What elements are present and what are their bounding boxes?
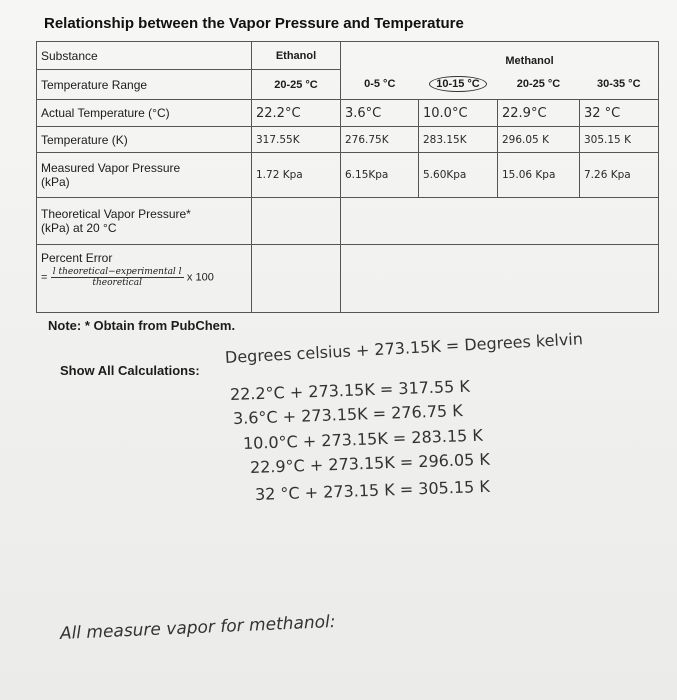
cell: 5.60Kpa	[419, 153, 498, 198]
calculation-line: 22.2°C + 273.15K = 317.55 K	[229, 376, 471, 404]
cell: 22.2°C	[252, 100, 341, 127]
calculation-line: 22.9°C + 273.15K = 296.05 K	[249, 449, 491, 477]
substance-label: Substance	[37, 42, 252, 70]
calculation-line: 10.0°C + 273.15K = 283.15 K	[242, 425, 484, 453]
cell: 283.15K	[419, 127, 498, 153]
methanol-header: Methanol	[341, 42, 659, 70]
empty-cell	[341, 198, 659, 245]
cell: 317.55K	[252, 127, 341, 153]
cell: 15.06 Kpa	[498, 153, 580, 198]
cell: 6.15Kpa	[341, 153, 419, 198]
worksheet-title: Relationship between the Vapor Pressure and Temperature	[44, 15, 464, 32]
substance-row	[37, 42, 659, 70]
calculation-line: 3.6°C + 273.15K = 276.75 K	[232, 400, 464, 428]
methanol-vapor-note: All measure vapor for methanol:	[59, 611, 336, 644]
range-ethanol: 20-25 °C	[252, 70, 341, 100]
temperature-range-label: Temperature Range	[37, 70, 252, 100]
pubchem-note: Note: * Obtain from PubChem.	[48, 318, 236, 333]
range-methanol-1: 0-5 °C	[341, 70, 419, 100]
cell: 32 °C	[580, 100, 659, 127]
range-methanol-2: 10-15 °C	[419, 70, 498, 100]
temperature-k-label: Temperature (K)	[37, 127, 252, 153]
actual-temperature-label: Actual Temperature (°C)	[37, 100, 252, 127]
cell: 10.0°C	[419, 100, 498, 127]
percent-error-formula: = $\frac{\text{l theoretical−experimental l}}{\text{theoretical}}$ x 100	[41, 267, 214, 288]
cell: 22.9°C	[498, 100, 580, 127]
cell: 1.72 Kpa	[252, 153, 341, 198]
theoretical-vapor-pressure-row	[37, 198, 659, 245]
cell: 296.05 K	[498, 127, 580, 153]
empty-cell	[341, 245, 659, 313]
calculation-line: Degrees celsius + 273.15K = Degrees kelvin	[224, 329, 584, 367]
percent-error-label: Percent Error = $\frac{\text{l theoretical−experimental l}}{\text{theoretical}}$ x 100	[37, 245, 252, 313]
range-methanol-3: 20-25 °C	[498, 70, 580, 100]
measured-vapor-pressure-label: Measured Vapor Pressure (kPa)	[37, 153, 252, 198]
calculation-line: 32 °C + 273.15 K = 305.15 K	[254, 476, 491, 504]
theoretical-vapor-pressure-label: Theoretical Vapor Pressure* (kPa) at 20 °C	[37, 198, 252, 245]
cell: 3.6°C	[341, 100, 419, 127]
show-calculations-label: Show All Calculations:	[60, 363, 200, 378]
measured-vapor-pressure-row	[37, 153, 659, 198]
empty-cell	[252, 245, 341, 313]
temperature-range-row	[37, 70, 659, 100]
actual-temperature-row	[37, 100, 659, 127]
cell: 276.75K	[341, 127, 419, 153]
range-methanol-4: 30-35 °C	[580, 70, 659, 100]
percent-error-row	[37, 245, 659, 313]
temperature-k-row	[37, 127, 659, 153]
empty-cell	[252, 198, 341, 245]
vapor-pressure-table	[36, 41, 659, 313]
ethanol-header: Ethanol	[252, 42, 341, 70]
cell: 7.26 Kpa	[580, 153, 659, 198]
cell: 305.15 K	[580, 127, 659, 153]
